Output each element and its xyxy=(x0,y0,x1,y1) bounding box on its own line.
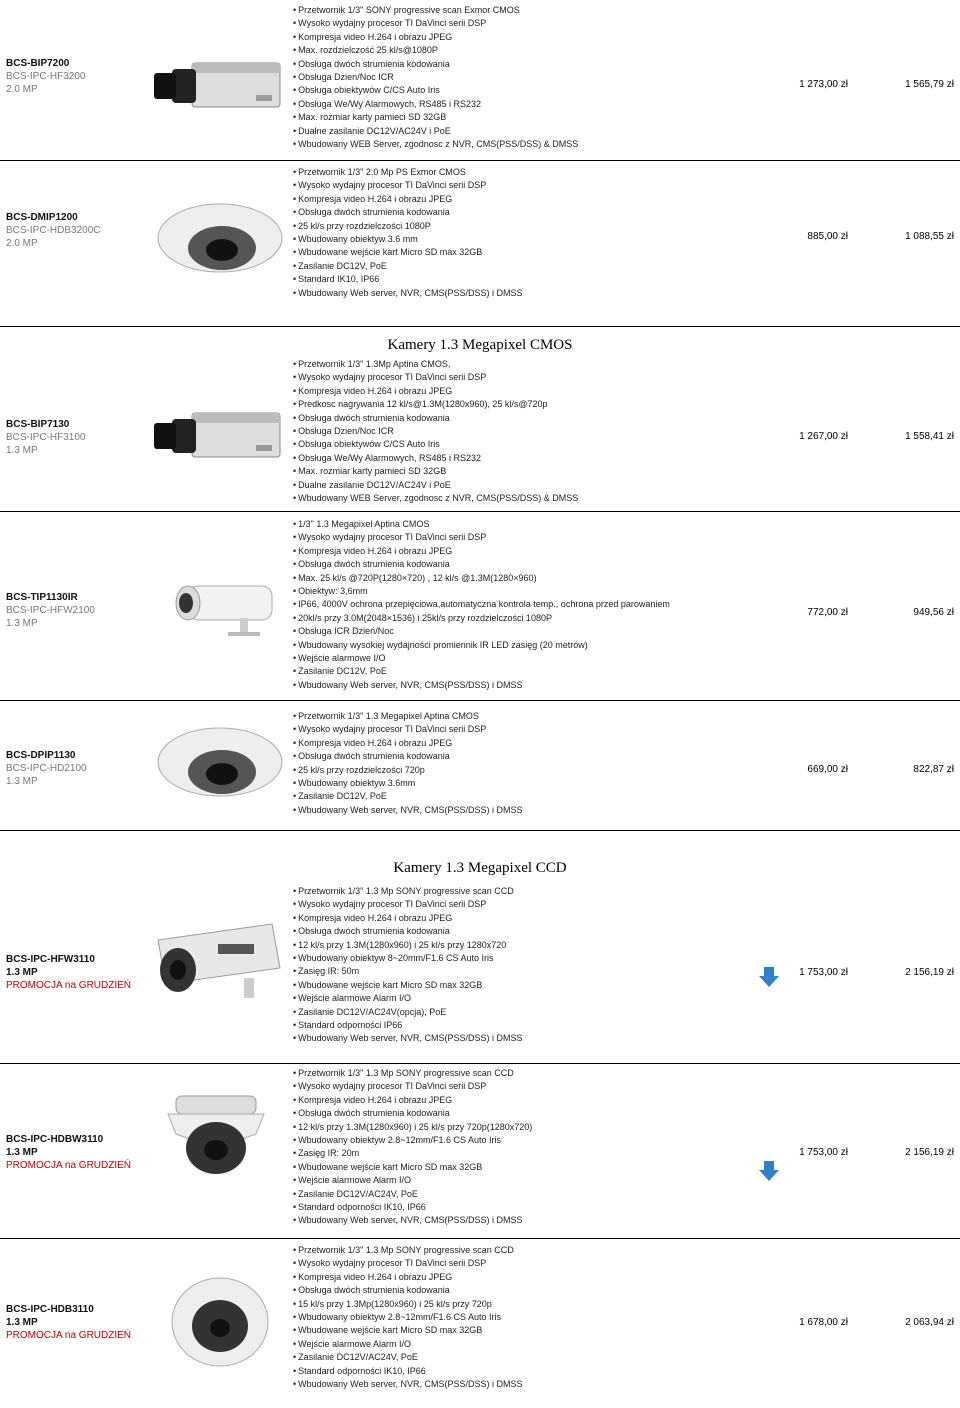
box-camera-image xyxy=(148,55,288,124)
feature-item: • Obsługa dwóch strumienia kodowania xyxy=(293,558,773,571)
feature-item: • Wysoko wydajny procesor TI DaVinci serii DSP xyxy=(293,17,773,30)
feature-item: • Wysoko wydajny procesor TI DaVinci serii DSP xyxy=(293,531,773,544)
feature-item: • Obsługa obiektywów C/CS Auto Iris xyxy=(293,84,773,97)
feature-item: • Dualne zasilanie DC12V/AC24V i PoE xyxy=(293,125,773,138)
mini-dome-camera-image xyxy=(148,712,288,813)
feature-item: • Wbudowane wejście kart Micro SD max 32GB xyxy=(293,1324,773,1337)
box-camera-image xyxy=(148,405,288,474)
price-gross: 1 565,79 zł xyxy=(905,79,954,90)
row-divider xyxy=(0,160,960,161)
price-gross: 949,56 zł xyxy=(913,607,954,618)
feature-list xyxy=(293,1244,773,1391)
megapixel-label: 1.3 MP xyxy=(6,967,38,978)
price-gross: 1 558,41 zł xyxy=(905,431,954,442)
product-code: BCS-IPC-HF3100 xyxy=(6,432,86,443)
feature-item: • 1/3" 1.3 Megapixel Aptina CMOS xyxy=(293,518,773,531)
model-name: BCS-DMIP1200 xyxy=(6,212,78,223)
feature-item: • Kompresja video H.264 i obrazu JPEG xyxy=(293,1271,773,1284)
model-name: BCS-IPC-HDB3110 xyxy=(6,1304,94,1315)
feature-item: • Kompresja video H.264 i obrazu JPEG xyxy=(293,545,773,558)
feature-item: • Obsługa We/Wy Alarmowych, RS485 i RS232 xyxy=(293,452,773,465)
megapixel-label: 1.3 MP xyxy=(6,776,38,787)
feature-item: • Wysoko wydajny procesor TI DaVinci serii DSP xyxy=(293,723,773,736)
feature-list xyxy=(293,4,773,151)
feature-item: • Wbudowany Web server, NVR, CMS(PSS/DSS) i DMSS xyxy=(293,1214,773,1227)
model-name: BCS-DPIP1130 xyxy=(6,750,76,761)
row-divider xyxy=(0,700,960,701)
feature-item: • Kompresja video H.264 i obrazu JPEG xyxy=(293,912,773,925)
price-gross: 2 156,19 zł xyxy=(905,967,954,978)
megapixel-label: 2.0 MP xyxy=(6,84,38,95)
feature-item: • Wysoko wydajny procesor TI DaVinci serii DSP xyxy=(293,371,773,384)
product-name-block xyxy=(6,57,146,96)
price-gross: 822,87 zł xyxy=(913,764,954,775)
feature-item: • Predkosc nagrywania 12 kl/s@1.3M(1280x960), 25 kl/s@720p xyxy=(293,398,773,411)
megapixel-label: 1.3 MP xyxy=(6,1147,38,1158)
feature-list xyxy=(293,885,773,1046)
feature-item: • Przetwornik 1/3" 1.3 Mp SONY progressive scan CCD xyxy=(293,1244,773,1257)
feature-item: • Obsługa Dzien/Noc ICR xyxy=(293,71,773,84)
feature-item: • Kompresja video H.264 i obrazu JPEG xyxy=(293,1094,773,1107)
price-net: 885,00 zł xyxy=(807,231,848,242)
feature-item: • Max. rozmiar karty pamieci SD 32GB xyxy=(293,111,773,124)
product-name-block xyxy=(6,1133,146,1172)
feature-item: • Wbudowany Web server, NVR, CMS(PSS/DSS) i DMSS xyxy=(293,287,773,300)
megapixel-label: 2.0 MP xyxy=(6,238,38,249)
feature-item: • Obsługa dwóch strumienia kodowania xyxy=(293,1107,773,1120)
product-name-block xyxy=(6,749,146,788)
product-code: BCS-IPC-HF3200 xyxy=(6,71,86,82)
feature-item: • Wysoko wydajny procesor TI DaVinci serii DSP xyxy=(293,898,773,911)
feature-item: • Przetwornik 1/3" 1.3 Mp SONY progressive scan CCD xyxy=(293,885,773,898)
product-name-block xyxy=(6,953,146,992)
feature-item: • Wbudowane wejście kart Micro SD max 32GB xyxy=(293,246,773,259)
ir-bullet-camera-image xyxy=(148,910,288,1011)
feature-item: • Kompresja video H.264 i obrazu JPEG xyxy=(293,737,773,750)
section-title-cmos: Kamery 1.3 Megapixel CMOS xyxy=(387,337,573,353)
feature-item: • Obsługa Dzien/Noc ICR xyxy=(293,425,773,438)
model-name: BCS-BIP7130 xyxy=(6,419,70,430)
feature-item: • Obsługa dwóch strumienia kodowania xyxy=(293,750,773,763)
megapixel-label: 1.3 MP xyxy=(6,1317,38,1328)
model-name: BCS-IPC-HDBW3110 xyxy=(6,1134,104,1145)
feature-item: • Wbudowany obiektyw 3.6 mm xyxy=(293,233,773,246)
row-divider xyxy=(0,511,960,512)
product-code: BCS-IPC-HFW2100 xyxy=(6,605,95,616)
model-name: BCS-BIP7200 xyxy=(6,58,70,69)
feature-item: • Przetwornik 1/3" 2.0 Mp PS Exmor CMOS xyxy=(293,166,773,179)
feature-item: • Max. rozmiar karty pamieci SD 32GB xyxy=(293,465,773,478)
feature-item: • Wbudowany obiektyw 2.8~12mm/F1.6 CS Auto Iris xyxy=(293,1311,773,1324)
row-divider xyxy=(0,1238,960,1239)
promo-label: PROMOCJA na GRUDZIEŃ xyxy=(6,980,132,991)
download-arrow-icon[interactable] xyxy=(758,1160,780,1182)
row-divider xyxy=(0,830,960,831)
feature-list xyxy=(293,166,773,300)
feature-item: • Kompresja video H.264 i obrazu JPEG xyxy=(293,385,773,398)
feature-item: • Przetwornik 1/3" 1.3Mp Aptina CMOS, xyxy=(293,358,773,371)
feature-item: • Max. 25 kl/s @720P(1280×720) , 12 kl/s @1.3M(1280×960) xyxy=(293,572,773,585)
product-name-block xyxy=(6,1303,146,1342)
feature-item: • Przetwornik 1/3" 1.3 Mp SONY progressive scan CCD xyxy=(293,1067,773,1080)
feature-item: • 12 kl/s przy 1.3M(1280x960) i 25 kl/s przy 1280x720 xyxy=(293,939,773,952)
product-code: BCS-IPC-HDB3200C xyxy=(6,225,101,236)
price-net: 1 678,00 zł xyxy=(799,1317,848,1328)
feature-item: • 15 kl/s przy 1.3Mp(1280x960) i 25 kl/s przy 720p xyxy=(293,1298,773,1311)
feature-item: • Zasięg IR: 20m xyxy=(293,1147,773,1160)
feature-item: • Kompresja video H.264 i obrazu JPEG xyxy=(293,31,773,44)
product-name-block xyxy=(6,211,146,250)
price-net: 1 273,00 zł xyxy=(799,79,848,90)
feature-item: • Wysoko wydajny procesor TI DaVinci serii DSP xyxy=(293,1257,773,1270)
feature-item: • Kompresja video H.264 i obrazu JPEG xyxy=(293,193,773,206)
promo-label: PROMOCJA na GRUDZIEŃ xyxy=(6,1160,132,1171)
feature-item: • Przetwornik 1/3" 1.3 Megapixel Aptina CMOS xyxy=(293,710,773,723)
feature-item: • Obsługa We/Wy Alarmowych, RS485 i RS232 xyxy=(293,98,773,111)
megapixel-label: 1.3 MP xyxy=(6,445,38,456)
mini-dome-camera-image xyxy=(148,188,288,289)
feature-item: • Obsługa dwóch strumienia kodowania xyxy=(293,1284,773,1297)
dome-camera-image xyxy=(148,1268,288,1377)
ir-dome-camera-image xyxy=(148,1090,288,1191)
feature-item: • Zasilanie DC12V/AC24V, PoE xyxy=(293,1188,773,1201)
feature-item: • Zasilanie DC12V, PoE xyxy=(293,260,773,273)
feature-item: • Standard odporności IK10, IP66 xyxy=(293,1365,773,1378)
feature-item: • Wbudowany Web server, NVR, CMS(PSS/DSS) i DMSS xyxy=(293,1378,773,1391)
bullet-camera-image xyxy=(148,574,288,645)
feature-item: • Zasilanie DC12V/AC24V, PoE xyxy=(293,1351,773,1364)
feature-item: • Standard odporności IP66 xyxy=(293,1019,773,1032)
feature-item: • Wysoko wydajny procesor TI DaVinci serii DSP xyxy=(293,179,773,192)
feature-item: • Obsługa dwóch strumienia kodowania xyxy=(293,58,773,71)
feature-item: • 20kl/s przy 3.0M(2048×1536) i 25kl/s przy rozdzielczości 1080P xyxy=(293,612,773,625)
feature-item: • Wbudowane wejście kart Micro SD max 32GB xyxy=(293,1161,773,1174)
feature-item: • Dualne zasilanie DC12V/AC24V i PoE xyxy=(293,479,773,492)
feature-item: • Zasięg IR: 50m xyxy=(293,965,773,978)
price-net: 1 753,00 zł xyxy=(799,1147,848,1158)
feature-item: • Przetwornik 1/3" SONY progressive scan Exmor CMOS xyxy=(293,4,773,17)
price-gross: 2 063,94 zł xyxy=(905,1317,954,1328)
feature-item: • Wejście alarmowe Alarm I/O xyxy=(293,992,773,1005)
feature-item: • Obsługa dwóch strumienia kodowania xyxy=(293,412,773,425)
product-code: BCS-IPC-HD2100 xyxy=(6,763,87,774)
feature-list xyxy=(293,710,773,817)
feature-item: • Wbudowany obiektyw 2.8~12mm/F1.6 CS Auto Iris xyxy=(293,1134,773,1147)
feature-item: • Wbudowany WEB Server, zgodnosc z NVR, CMS(PSS/DSS) & DMSS xyxy=(293,492,773,505)
row-divider xyxy=(0,1063,960,1064)
feature-item: • IP66, 4000V ochrona przepięciowa,automatyczna kontrola temp., ochrona przed parowaniem xyxy=(293,598,773,611)
feature-item: • Max. rozdzielczość 25 kl/s@1080P xyxy=(293,44,773,57)
price-net: 772,00 zł xyxy=(807,607,848,618)
price-net: 1 267,00 zł xyxy=(799,431,848,442)
feature-list xyxy=(293,358,773,505)
product-name-block xyxy=(6,591,146,630)
feature-item: • Wejście alarmowe I/O xyxy=(293,652,773,665)
feature-item: • Obiektyw: 3,6mm xyxy=(293,585,773,598)
feature-item: • Wbudowany WEB Server, zgodnosc z NVR, CMS(PSS/DSS) & DMSS xyxy=(293,138,773,151)
feature-item: • Wejście alarmowe Alarm I/O xyxy=(293,1174,773,1187)
price-net: 669,00 zł xyxy=(807,764,848,775)
price-gross: 2 156,19 zł xyxy=(905,1147,954,1158)
megapixel-label: 1.3 MP xyxy=(6,618,38,629)
feature-item: • Obsługa dwóch strumienia kodowania xyxy=(293,206,773,219)
section-title-ccd: Kamery 1.3 Megapixel CCD xyxy=(393,860,567,876)
product-name-block xyxy=(6,418,146,457)
feature-item: • Wbudowany Web server, NVR, CMS(PSS/DSS) i DMSS xyxy=(293,679,773,692)
feature-item: • Obsługa obiektywów C/CS Auto Iris xyxy=(293,438,773,451)
model-name: BCS-TIP1130IR xyxy=(6,592,78,603)
feature-item: • 25 kl/s przy rozdzielczości 1080P xyxy=(293,220,773,233)
feature-item: • Wbudowany Web server, NVR, CMS(PSS/DSS) i DMSS xyxy=(293,1032,773,1045)
feature-item: • Wysoko wydajny procesor TI DaVinci serii DSP xyxy=(293,1080,773,1093)
promo-label: PROMOCJA na GRUDZIEŃ xyxy=(6,1330,132,1341)
feature-list xyxy=(293,518,773,692)
price-gross: 1 088,55 zł xyxy=(905,231,954,242)
feature-item: • Zasilanie DC12V, PoE xyxy=(293,790,773,803)
row-divider xyxy=(0,326,960,327)
feature-item: • Wbudowane wejście kart Micro SD max 32GB xyxy=(293,979,773,992)
feature-item: • Wejście alarmowe Alarm I/O xyxy=(293,1338,773,1351)
feature-item: • Obsługa dwóch strumienia kodowania xyxy=(293,925,773,938)
feature-item: • Wbudowany Web server, NVR, CMS(PSS/DSS) i DMSS xyxy=(293,804,773,817)
price-net: 1 753,00 zł xyxy=(799,967,848,978)
feature-item: • Wbudowany obiektyw 8~20mm/F1.6 CS Auto Iris xyxy=(293,952,773,965)
feature-item: • Zasilanie DC12V/AC24V(opcja), PoE xyxy=(293,1006,773,1019)
feature-item: • Zasilanie DC12V, PoE xyxy=(293,665,773,678)
feature-item: • Wbudowany wysokiej wydajności promiennik IR LED zasięg (20 metrów) xyxy=(293,639,773,652)
feature-item: • 25 kl/s przy rozdzielczości 720p xyxy=(293,764,773,777)
feature-item: • 12 kl/s przy 1.3M(1280x960) i 25 kl/s przy 720p(1280x720) xyxy=(293,1121,773,1134)
download-arrow-icon[interactable] xyxy=(758,966,780,988)
feature-list xyxy=(293,1067,773,1228)
model-name: BCS-IPC-HFW3110 xyxy=(6,954,95,965)
feature-item: • Wbudowany obiektyw 3.6mm xyxy=(293,777,773,790)
feature-item: • Standard IK10, IP66 xyxy=(293,273,773,286)
feature-item: • Obsługa ICR Dzień/Noc xyxy=(293,625,773,638)
feature-item: • Standard odporności IK10, IP66 xyxy=(293,1201,773,1214)
